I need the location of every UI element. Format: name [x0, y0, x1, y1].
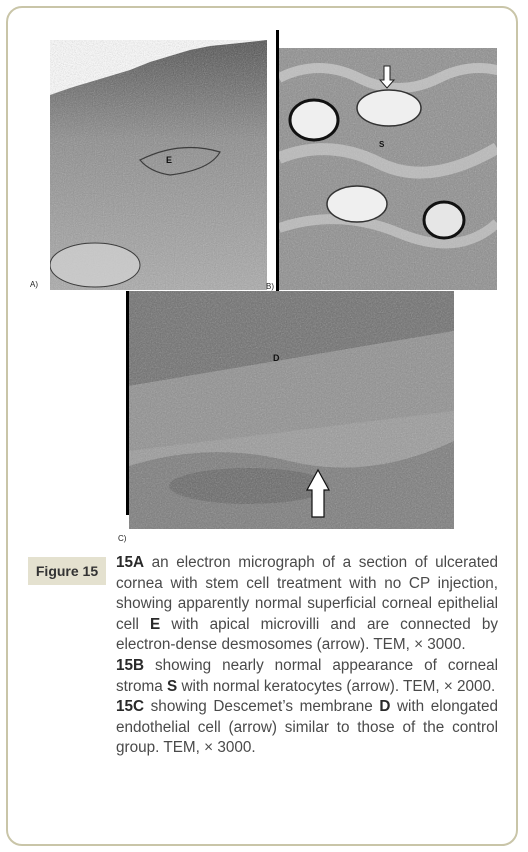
caption-15a [116, 553, 498, 656]
micrograph-c [129, 291, 454, 529]
marker-s: S [379, 140, 385, 149]
caption-15a-text: an electron micrograph of a section of ulcerated cornea with stem cell treatment with no CP injection, showing apparently normal superficial corneal epithelial cell [116, 554, 498, 633]
marker-e: E [166, 155, 173, 165]
figure-caption [116, 553, 498, 759]
caption-15c-id: 15C [116, 698, 145, 716]
caption-15b-text: showing nearly normal appearance of corneal stroma [116, 656, 498, 695]
caption-15a-text2: with apical microvilli and are connected by electron-dense desmosomes (arrow). TEM, × 3000. [116, 615, 499, 654]
panel-label-b: B) [266, 282, 274, 291]
caption-15a-id: 15A [116, 554, 145, 571]
micrograph-a [50, 40, 267, 290]
micrograph-b [279, 48, 497, 290]
caption-15a-marker: E [150, 615, 161, 633]
panel-label-a: A) [30, 280, 38, 289]
caption-15b [116, 656, 498, 697]
caption-15c-text2: with elongated endothelial cell (arrow) similar to those of the control group. TEM, × 3000. [116, 698, 498, 757]
caption-15b-text2: with normal keratocytes (arrow). TEM, × 2000. [177, 677, 496, 695]
caption-15b-id: 15B [116, 656, 145, 674]
caption-15c-marker: D [379, 698, 391, 716]
marker-d: D [273, 353, 280, 363]
figure-label: Figure 15 [28, 557, 106, 585]
caption-15c [116, 697, 498, 759]
caption-15c-text: showing Descemet’s membrane [144, 698, 380, 716]
caption-15b-marker: S [167, 677, 178, 695]
panel-label-c: C) [118, 534, 127, 543]
